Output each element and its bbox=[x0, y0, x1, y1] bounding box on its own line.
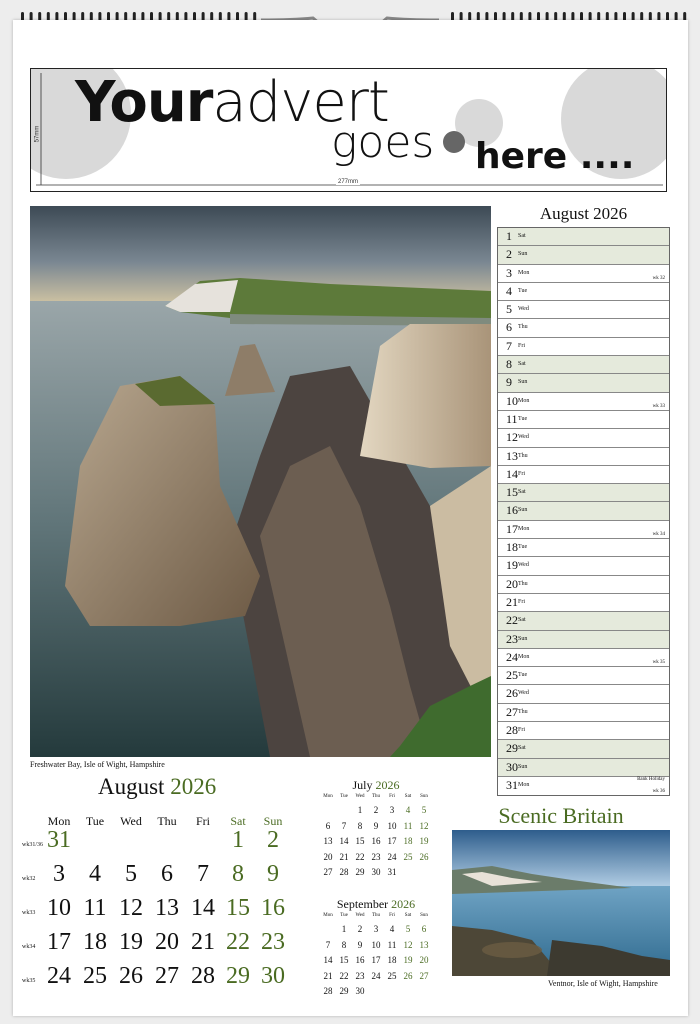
mini-date-cell: 21 bbox=[339, 851, 349, 862]
day-number: 20 bbox=[506, 576, 518, 591]
mini-weekday-header: Fri bbox=[389, 913, 395, 918]
day-number: 5 bbox=[506, 302, 512, 317]
day-name: Sat bbox=[518, 361, 526, 368]
day-number: 28 bbox=[506, 723, 518, 738]
mini-weekday-header: Sun bbox=[420, 794, 428, 799]
date-cell: 2 bbox=[267, 827, 279, 853]
mini-date-cell: 5 bbox=[421, 805, 427, 815]
mini-date-cell: 23 bbox=[371, 851, 381, 862]
mini-date-cell: 13 bbox=[419, 939, 429, 950]
day-row bbox=[498, 411, 669, 429]
day-row bbox=[498, 301, 669, 319]
mini-weekday-header: Wed bbox=[355, 794, 365, 799]
day-name: Sun bbox=[518, 379, 528, 386]
day-name: Mon bbox=[518, 781, 530, 788]
day-row bbox=[498, 393, 669, 411]
main-month-title: August 2026 bbox=[98, 774, 217, 799]
day-row bbox=[498, 704, 669, 722]
day-row bbox=[498, 777, 669, 795]
date-cell: 11 bbox=[83, 895, 107, 921]
day-row bbox=[498, 722, 669, 740]
week-number: wk33 bbox=[22, 910, 36, 916]
day-row bbox=[498, 612, 669, 630]
mini-weekday-header: Mon bbox=[323, 913, 333, 918]
day-number: 17 bbox=[506, 521, 518, 536]
date-cell: 1 bbox=[232, 827, 244, 853]
day-name: Thu bbox=[518, 324, 528, 331]
day-name: Tue bbox=[518, 287, 528, 294]
mini-date-cell: 18 bbox=[403, 836, 413, 846]
weekday-header: Fri bbox=[195, 814, 210, 828]
week-label: wk 36 bbox=[652, 789, 665, 795]
day-name: Thu bbox=[518, 708, 528, 715]
mini-date-cell: 15 bbox=[355, 836, 365, 846]
week-label: wk 35 bbox=[652, 660, 665, 666]
daylist-title: August 2026 bbox=[539, 204, 628, 223]
day-row bbox=[498, 594, 669, 612]
day-row bbox=[498, 265, 669, 283]
scenic-thumbnail bbox=[452, 830, 670, 976]
date-cell: 14 bbox=[191, 895, 215, 921]
mini-date-cell: 13 bbox=[323, 836, 333, 846]
date-cell: 28 bbox=[191, 963, 215, 989]
advert-width-label: 277mm bbox=[338, 179, 359, 185]
advert-line-3: here .... bbox=[475, 136, 635, 177]
day-name: Mon bbox=[518, 269, 530, 276]
mini-weekday-header: Tue bbox=[340, 913, 348, 918]
weekday-header: Sun bbox=[263, 814, 283, 828]
day-row bbox=[498, 246, 669, 264]
day-number: 22 bbox=[506, 613, 518, 628]
mini-date-cell: 4 bbox=[405, 805, 411, 815]
day-name: Mon bbox=[518, 653, 530, 660]
date-cell: 25 bbox=[83, 963, 107, 989]
day-name: Wed bbox=[518, 306, 529, 313]
mini-date-cell: 1 bbox=[357, 805, 363, 815]
day-name: Sat bbox=[518, 233, 526, 239]
mini-date-cell: 10 bbox=[371, 939, 381, 950]
holiday-label: Bank Holiday bbox=[637, 776, 665, 782]
mini-date-cell: 2 bbox=[373, 805, 379, 815]
scenic-caption: Ventnor, Isle of Wight, Hampshire bbox=[548, 979, 658, 988]
date-cell: 31 bbox=[47, 827, 71, 853]
date-cell: 8 bbox=[232, 861, 244, 887]
day-number: 14 bbox=[506, 466, 518, 481]
mini-weekday-header: Fri bbox=[389, 794, 395, 799]
day-row bbox=[498, 484, 669, 502]
mini-date-cell: 9 bbox=[373, 820, 379, 831]
mini-date-cell: 16 bbox=[355, 955, 365, 965]
date-cell: 17 bbox=[47, 929, 71, 955]
day-row bbox=[498, 429, 669, 447]
mini-date-cell: 17 bbox=[371, 955, 381, 965]
day-name: Fri bbox=[518, 727, 526, 734]
date-cell: 20 bbox=[155, 929, 179, 955]
day-row bbox=[498, 557, 669, 575]
mini-date-cell: 1 bbox=[341, 924, 347, 934]
day-name: Fri bbox=[518, 470, 526, 477]
week-number: wk34 bbox=[22, 944, 36, 950]
mini-date-cell: 8 bbox=[341, 939, 347, 950]
date-cell: 9 bbox=[267, 861, 279, 887]
mini-date-cell: 11 bbox=[387, 939, 397, 950]
day-number: 12 bbox=[506, 430, 518, 445]
date-cell: 15 bbox=[226, 895, 250, 921]
mini-date-cell: 29 bbox=[339, 986, 349, 996]
day-name: Wed bbox=[518, 690, 529, 697]
day-number: 23 bbox=[506, 631, 518, 646]
mini-date-cell: 24 bbox=[387, 851, 397, 862]
day-row bbox=[498, 356, 669, 374]
day-row bbox=[498, 228, 669, 246]
day-number: 8 bbox=[506, 357, 512, 372]
day-row bbox=[498, 740, 669, 758]
date-cell: 7 bbox=[197, 861, 209, 887]
day-number: 9 bbox=[506, 375, 512, 390]
day-name: Tue bbox=[518, 672, 528, 679]
advert-dimension-lines bbox=[31, 69, 667, 192]
day-number: 29 bbox=[506, 741, 518, 756]
mini-date-cell: 20 bbox=[323, 851, 333, 862]
day-name: Sun bbox=[518, 507, 528, 514]
weekday-header: Thu bbox=[157, 814, 177, 828]
date-cell: 24 bbox=[47, 963, 71, 989]
mini-date-cell: 16 bbox=[371, 836, 381, 846]
day-number: 27 bbox=[506, 704, 518, 719]
day-number: 25 bbox=[506, 668, 518, 683]
weekday-header: Wed bbox=[120, 814, 142, 828]
date-cell: 27 bbox=[155, 963, 179, 989]
mini-date-cell: 2 bbox=[357, 924, 363, 934]
day-name: Mon bbox=[518, 397, 530, 404]
date-cell: 23 bbox=[261, 929, 285, 955]
mini-date-cell: 12 bbox=[419, 820, 429, 831]
mini-date-cell: 25 bbox=[387, 970, 397, 981]
date-cell: 4 bbox=[89, 861, 101, 887]
day-number: 26 bbox=[506, 686, 518, 701]
day-row bbox=[498, 338, 669, 356]
mini-date-cell: 31 bbox=[387, 867, 397, 877]
mini-date-cell: 27 bbox=[419, 970, 429, 981]
date-cell: 3 bbox=[53, 861, 65, 887]
mini-date-cell: 24 bbox=[371, 970, 381, 981]
mini-date-cell: 7 bbox=[341, 820, 347, 831]
date-cell: 12 bbox=[119, 895, 143, 921]
day-name: Fri bbox=[518, 342, 526, 349]
week-label: wk 32 bbox=[652, 275, 665, 281]
date-cell: 26 bbox=[119, 963, 143, 989]
mini-date-cell: 21 bbox=[323, 970, 333, 981]
weekday-header: Mon bbox=[47, 814, 71, 828]
mini-weekday-header: Mon bbox=[323, 794, 333, 799]
day-number: 10 bbox=[506, 393, 518, 408]
day-row bbox=[498, 319, 669, 337]
mini-weekday-header: Sat bbox=[404, 794, 412, 799]
day-name: Mon bbox=[518, 525, 530, 532]
day-number: 30 bbox=[506, 759, 518, 774]
mini-date-cell: 19 bbox=[403, 955, 413, 965]
day-row bbox=[498, 374, 669, 392]
day-number: 13 bbox=[506, 448, 518, 463]
day-row bbox=[498, 448, 669, 466]
day-number: 1 bbox=[506, 229, 512, 243]
mini-date-cell: 26 bbox=[403, 970, 413, 981]
mini-date-cell: 26 bbox=[419, 851, 429, 862]
day-name: Sun bbox=[518, 763, 528, 770]
weekday-header: Tue bbox=[85, 814, 105, 828]
advert-box bbox=[30, 68, 667, 192]
day-name: Tue bbox=[518, 544, 528, 551]
mini-date-cell: 9 bbox=[357, 939, 363, 950]
mini-date-cell: 22 bbox=[339, 970, 349, 981]
mini-date-cell: 6 bbox=[421, 924, 427, 934]
day-row bbox=[498, 576, 669, 594]
mini-date-cell: 3 bbox=[373, 924, 379, 934]
date-cell: 10 bbox=[47, 895, 71, 921]
day-number: 2 bbox=[506, 247, 512, 262]
mini-date-cell: 12 bbox=[403, 939, 413, 950]
day-name: Sun bbox=[518, 251, 528, 258]
day-row bbox=[498, 502, 669, 520]
date-cell: 22 bbox=[226, 929, 250, 955]
date-cell: 6 bbox=[161, 861, 173, 887]
day-row bbox=[498, 466, 669, 484]
mini-date-cell: 7 bbox=[325, 939, 331, 950]
day-name: Thu bbox=[518, 580, 528, 587]
daily-list bbox=[497, 227, 670, 796]
mini-month-title: July 2026 bbox=[352, 778, 400, 792]
date-cell: 13 bbox=[155, 895, 179, 921]
mini-date-cell: 10 bbox=[387, 820, 397, 831]
mini-date-cell: 28 bbox=[323, 986, 333, 996]
day-number: 31 bbox=[506, 777, 518, 792]
date-cell: 5 bbox=[125, 861, 137, 887]
date-cell: 16 bbox=[261, 895, 285, 921]
advert-height-label: 57mm bbox=[34, 125, 41, 143]
mini-date-cell: 25 bbox=[403, 851, 413, 862]
mini-date-cell: 27 bbox=[323, 867, 333, 877]
mini-month-title: September 2026 bbox=[336, 897, 416, 911]
day-number: 21 bbox=[506, 594, 518, 609]
mini-date-cell: 14 bbox=[339, 836, 349, 846]
day-number: 15 bbox=[506, 485, 518, 500]
day-number: 19 bbox=[506, 558, 518, 573]
mini-date-cell: 15 bbox=[339, 955, 349, 965]
mini-date-cell: 29 bbox=[355, 867, 365, 877]
day-name: Wed bbox=[518, 434, 529, 441]
mini-date-cell: 17 bbox=[387, 836, 397, 846]
date-cell: 19 bbox=[119, 929, 143, 955]
day-number: 18 bbox=[506, 540, 518, 555]
mini-date-cell: 6 bbox=[325, 820, 331, 831]
mini-date-cell: 28 bbox=[339, 867, 349, 877]
mini-date-cell: 19 bbox=[419, 836, 429, 846]
mini-weekday-header: Tue bbox=[340, 794, 348, 799]
photo-caption: Freshwater Bay, Isle of Wight, Hampshire bbox=[30, 760, 165, 769]
week-label: wk 33 bbox=[652, 403, 665, 409]
mini-weekday-header: Sun bbox=[420, 913, 428, 918]
day-name: Thu bbox=[518, 452, 528, 459]
date-cell: 30 bbox=[261, 963, 285, 989]
week-number: wk31/36 bbox=[22, 842, 43, 848]
advert-line-2: goes bbox=[331, 117, 435, 168]
day-number: 24 bbox=[506, 649, 518, 664]
mini-weekday-header: Sat bbox=[404, 913, 412, 918]
mini-date-cell: 3 bbox=[389, 805, 395, 815]
day-row bbox=[498, 539, 669, 557]
week-label: wk 34 bbox=[652, 532, 665, 538]
main-photo bbox=[30, 206, 491, 757]
mini-date-cell: 30 bbox=[371, 867, 381, 877]
date-cell: 29 bbox=[226, 963, 250, 989]
mini-date-cell: 4 bbox=[389, 924, 395, 934]
mini-date-cell: 11 bbox=[403, 820, 413, 831]
mini-date-cell: 30 bbox=[355, 986, 365, 996]
mini-date-cell: 14 bbox=[323, 955, 333, 965]
mini-date-cell: 23 bbox=[355, 970, 365, 981]
day-number: 4 bbox=[506, 283, 512, 298]
day-number: 3 bbox=[506, 265, 512, 280]
day-name: Sun bbox=[518, 635, 528, 642]
mini-date-cell: 20 bbox=[419, 955, 429, 965]
day-name: Sat bbox=[518, 617, 526, 624]
weekday-header: Sat bbox=[230, 814, 246, 828]
advert-line-1: Youradvert bbox=[75, 70, 389, 135]
week-number: wk35 bbox=[22, 978, 36, 984]
day-row bbox=[498, 649, 669, 667]
mini-date-cell: 22 bbox=[355, 851, 365, 862]
day-name: Fri bbox=[518, 598, 526, 605]
date-cell: 18 bbox=[83, 929, 107, 955]
day-name: Sat bbox=[518, 489, 526, 496]
day-number: 7 bbox=[506, 338, 512, 353]
mini-weekday-header: Thu bbox=[371, 913, 381, 918]
mini-weekday-header: Thu bbox=[371, 794, 381, 799]
mini-weekday-header: Wed bbox=[355, 913, 365, 918]
date-cell: 21 bbox=[191, 929, 215, 955]
day-row bbox=[498, 521, 669, 539]
day-name: Wed bbox=[518, 562, 529, 569]
mini-date-cell: 18 bbox=[387, 955, 397, 965]
day-number: 16 bbox=[506, 503, 518, 518]
day-row bbox=[498, 685, 669, 703]
day-number: 6 bbox=[506, 320, 512, 335]
mini-date-cell: 8 bbox=[357, 820, 363, 831]
day-row bbox=[498, 759, 669, 777]
mini-date-cell: 5 bbox=[405, 924, 411, 934]
day-name: Tue bbox=[518, 415, 528, 422]
day-row bbox=[498, 667, 669, 685]
day-number: 11 bbox=[506, 411, 518, 426]
day-name: Sat bbox=[518, 745, 526, 752]
week-number: wk32 bbox=[22, 876, 36, 882]
day-row bbox=[498, 631, 669, 649]
series-title: Scenic Britain bbox=[498, 803, 624, 828]
day-row bbox=[498, 283, 669, 301]
